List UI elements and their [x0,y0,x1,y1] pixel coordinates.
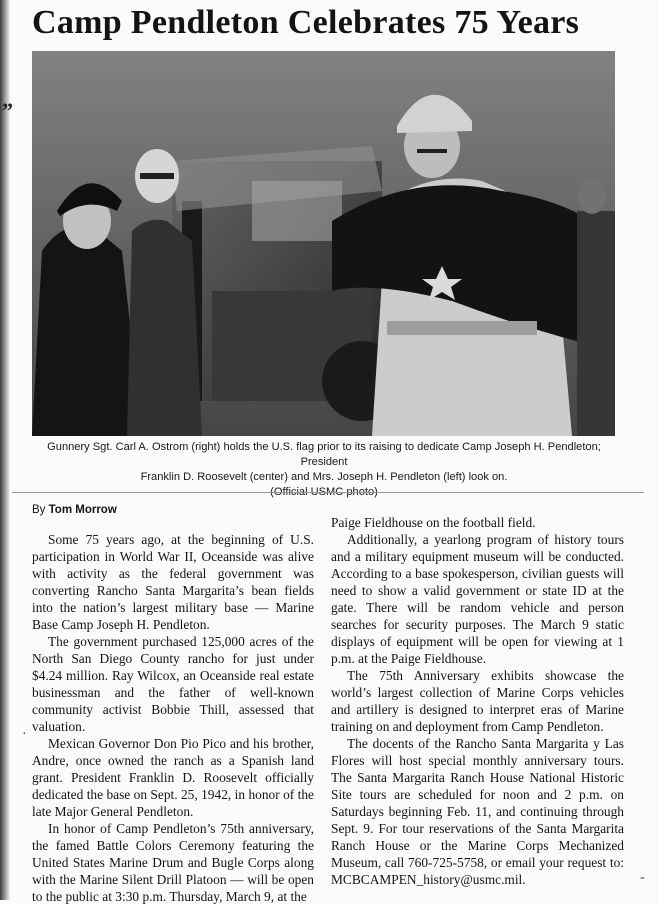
section-divider [12,492,644,493]
caption-line: Gunnery Sgt. Carl A. Ostrom (right) holds the U.S. flag prior to its raising to dedicate Camp Joseph H. Pendleton; President [47,441,601,468]
paragraph: The docents of the Rancho Santa Margarita y Las Flores will host special monthly anniversary tours. The Santa Margarita Ranch House National Historic Site tours are scheduled for noon and 2 p.m. on Saturdays beginning Feb. 11, and continuing through Sept. 9. For tour reservations of the Santa Margarita Ranch House or the Marine Corps Mechanized Museum, call 760-725-5758, or email your request to: MCBCAMPEN_history@usmc.mil. [331,736,624,887]
article-column-2 [331,514,624,888]
paragraph: In honor of Camp Pendleton’s 75th anniversary, the famed Battle Colors Ceremony featuring the United States Marine Drum and Bugle Corps along with the Marine Silent Drill Platoon — will be open to the public at 3:30 p.m. Thursday, March 9, at the [32,821,314,904]
margin-tick: · [22,727,27,742]
paragraph: The government purchased 125,000 acres of the North San Diego County rancho for just under $4.24 million. Ray Wilcox, an Oceanside real estate businessman and the father of well-known community activist Bobbie Thill, assessed that valuation. [32,634,314,734]
byline-author: Tom Morrow [48,504,117,516]
paragraph: The 75th Anniversary exhibits showcase the world’s largest collection of Marine Corps vehicles and artillery is designed to interpret eras of Marine training on and deployment from Camp Pendleton. [331,668,624,734]
article-column-1 [32,531,314,905]
caption-credit: (Official USMC photo) [270,486,378,498]
margin-tick: - [640,870,645,885]
scan-edge [0,0,10,900]
paragraph: Paige Fieldhouse on the football field. [331,515,536,530]
paragraph: Some 75 years ago, at the beginning of U.S. participation in World War II, Oceanside was alive with activity as the federal government was converting Rancho Santa Margarita’s bean fields into the nation’s largest military base — Marine Base Camp Joseph H. Pendleton. [32,532,314,632]
photo-caption [40,440,608,500]
photo-illustration [32,51,615,436]
news-photo [32,51,615,436]
edge-quote-mark: ” [2,98,13,123]
paragraph: Additionally, a yearlong program of history tours and a military equipment museum will be conducted. According to a base spokesperson, civilian guests will need to show a valid government or state ID at the gate. There will be random vehicle and person searches for security purposes. The March 9 static displays of equipment will be open for viewing at 1 p.m. at the Paige Fieldhouse. [331,532,624,666]
paragraph: Mexican Governor Don Pio Pico and his brother, Andre, once owned the ranch as a Spanish land grant. President Franklin D. Roosevelt officially dedicated the base on Sept. 25, 1942, in honor of the late Major General Pendleton. [32,736,314,819]
headline: Camp Pendleton Celebrates 75 Years [32,4,580,41]
byline-prefix: By [32,504,46,516]
caption-line: Franklin D. Roosevelt (center) and Mrs. Joseph H. Pendleton (left) look on. [140,471,508,483]
byline [32,504,117,516]
